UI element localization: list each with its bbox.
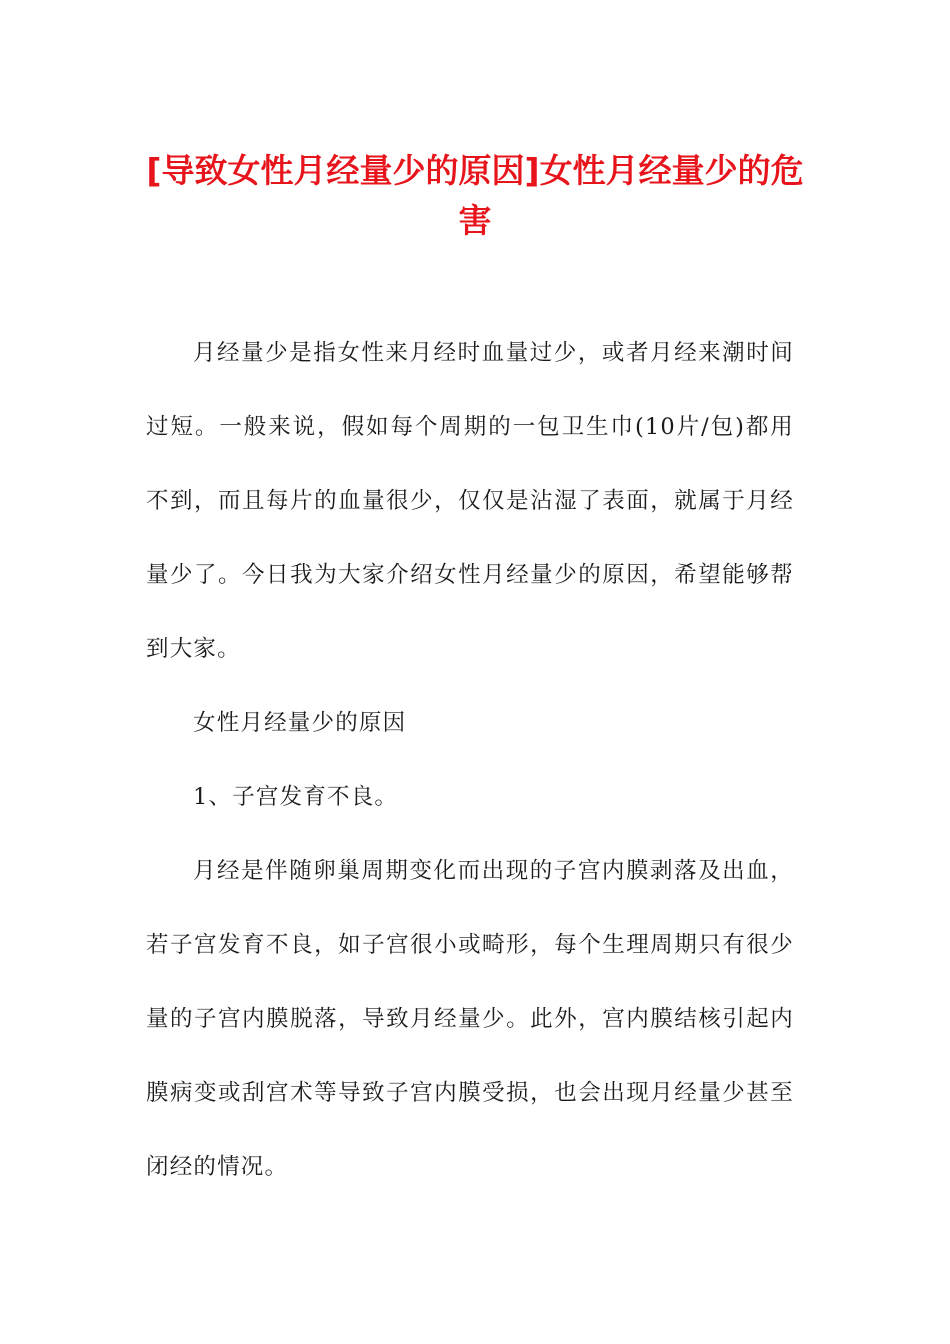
document-title: [导致女性月经量少的原因]女性月经量少的危害: [146, 151, 804, 240]
section-heading-causes: 女性月经量少的原因: [193, 710, 407, 736]
list-item-cause-1: 1、子宫发育不良。: [193, 784, 399, 810]
paragraph-intro: 月经量少是指女性来月经时血量过少，或者月经来潮时间过短。一般来说，假如每个周期的一包卫生巾(10片/包)都用不到，而且每片的血量很少，仅仅是沾湿了表面，就属于月经量少了。今日我为大家介绍女性月经量少的原因，希望能够帮到大家。: [146, 340, 794, 662]
paragraph-cause-1-detail: 月经是伴随卵巢周期变化而出现的子宫内膜剥落及出血，若子宫发育不良，如子宫很小或畸形，每个生理周期只有很少量的子宫内膜脱落，导致月经量少。此外，宫内膜结核引起内膜病变或刮宫术等导致子宫内膜受损，也会出现月经量少甚至闭经的情况。: [146, 858, 794, 1180]
